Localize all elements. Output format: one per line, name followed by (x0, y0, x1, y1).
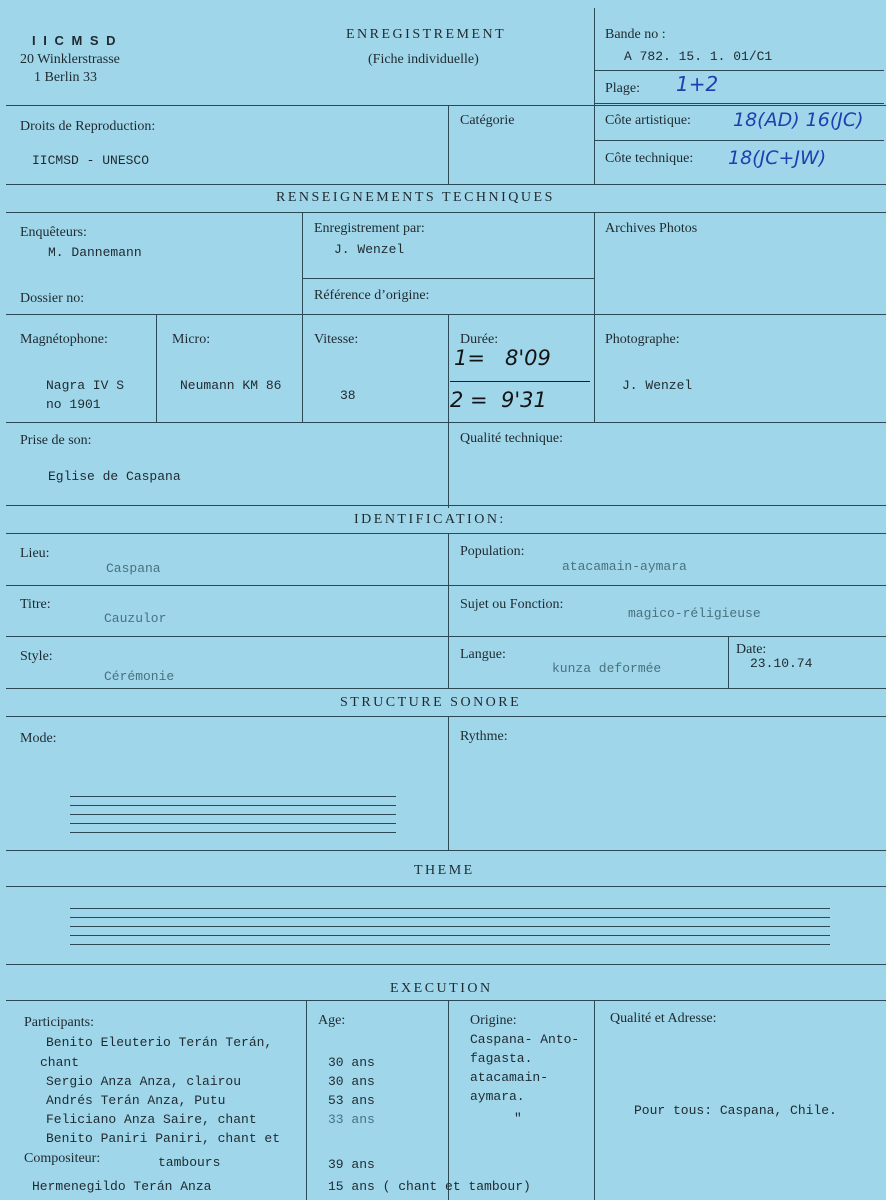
duree-1: 1= 8'09 (454, 346, 551, 370)
rythme-label: Rythme: (460, 729, 508, 744)
staff-line (70, 805, 396, 806)
photographe-value: J. Wenzel (622, 378, 693, 393)
date-label: Date: (736, 642, 767, 657)
rule (6, 850, 886, 851)
org-name: I I C M S D (32, 33, 118, 48)
duree-divider (450, 381, 590, 382)
rule (594, 8, 595, 106)
vitesse-label: Vitesse: (314, 332, 359, 347)
micro-label: Micro: (172, 332, 211, 347)
participant-line: chant (40, 1055, 80, 1070)
categorie-label: Catégorie (460, 113, 515, 128)
rule (594, 140, 884, 141)
participant-line: Andrés Terán Anza, Putu (46, 1093, 226, 1108)
origine-line: aymara. (470, 1089, 525, 1104)
rule (302, 314, 303, 422)
staff-line (70, 944, 830, 945)
titre-label: Titre: (20, 597, 51, 612)
form-title: ENREGISTREMENT (346, 27, 507, 42)
rule (6, 1000, 886, 1001)
staff-line (70, 926, 830, 927)
execution-section-title: EXECUTION (390, 981, 493, 996)
rule (302, 278, 594, 279)
age-label: Age: (318, 1013, 346, 1028)
participant-line: tambours (158, 1155, 221, 1170)
theme-section-title: THEME (414, 863, 475, 878)
staff-line (70, 908, 830, 909)
rule (306, 1000, 307, 1200)
rule (448, 314, 449, 508)
magnetophone-serial: no 1901 (46, 397, 101, 412)
rule (728, 636, 729, 688)
origine-line: fagasta. (470, 1051, 533, 1066)
magnetophone-value: Nagra IV S (46, 378, 125, 393)
style-label: Style: (20, 649, 53, 664)
population-label: Population: (460, 544, 525, 559)
age-value: 33 ans (328, 1112, 375, 1127)
langue-value: kunza deformée (552, 661, 662, 676)
rule (594, 1000, 595, 1200)
cote-technique-value: 18(JC+JW) (728, 147, 827, 169)
cote-technique-label: Côte technique: (605, 151, 694, 166)
date-value: 23.10.74 (750, 656, 813, 671)
population-value: atacamain-aymara (562, 559, 687, 574)
age-value: 30 ans (328, 1074, 375, 1089)
staff-line (70, 814, 396, 815)
cote-artistique-value: 18(AD) 16(JC) (733, 109, 864, 131)
rule (6, 422, 886, 423)
bande-value: A 782. 15. 1. 01/C1 (624, 49, 773, 64)
structure-section-title: STRUCTURE SONORE (340, 695, 522, 710)
bande-label: Bande no : (605, 27, 666, 42)
adresse-value: Pour tous: Caspana, Chile. (634, 1103, 837, 1118)
origine-line: Caspana- Anto- (470, 1032, 580, 1047)
rule (448, 716, 449, 850)
rule (594, 70, 884, 71)
rule (448, 105, 449, 185)
org-street: 20 Winklerstrasse (20, 52, 120, 67)
plage-value: 1+2 (676, 72, 719, 96)
enregistrement-par-label: Enregistrement par: (314, 221, 425, 236)
sujet-value: magico-réligieuse (628, 606, 761, 621)
rule (156, 314, 157, 422)
age-value: 53 ans (328, 1093, 375, 1108)
participant-line: Feliciano Anza Saire, chant (46, 1112, 257, 1127)
rule (6, 636, 886, 637)
rule (6, 964, 886, 965)
rule (6, 184, 886, 185)
age-value: 30 ans (328, 1055, 375, 1070)
rule (594, 103, 884, 104)
rule (6, 585, 886, 586)
enqueteurs-label: Enquêteurs: (20, 225, 87, 240)
qualite-adresse-label: Qualité et Adresse: (610, 1011, 717, 1026)
titre-value: Cauzulor (104, 611, 167, 626)
rule (448, 533, 449, 688)
staff-line (70, 832, 396, 833)
participants-label: Participants: (24, 1015, 94, 1030)
lieu-label: Lieu: (20, 546, 50, 561)
magnetophone-label: Magnétophone: (20, 332, 108, 347)
staff-line (70, 917, 830, 918)
rule (6, 886, 886, 887)
archives-photos-label: Archives Photos (605, 221, 698, 236)
technical-section-title: RENSEIGNEMENTS TECHNIQUES (276, 190, 555, 205)
age-value: 15 ans ( chant et tambour) (328, 1179, 531, 1194)
rule (594, 212, 595, 422)
vitesse-value: 38 (340, 388, 356, 403)
cote-artistique-label: Côte artistique: (605, 113, 691, 128)
origine-label: Origine: (470, 1013, 517, 1028)
mode-label: Mode: (20, 731, 57, 746)
sujet-label: Sujet ou Fonction: (460, 597, 564, 612)
duree-2: 2 = 9'31 (450, 388, 547, 412)
rule (6, 212, 886, 213)
enregistrement-par-value: J. Wenzel (334, 242, 405, 257)
age-value: 39 ans (328, 1157, 375, 1172)
participant-line: Hermenegildo Terán Anza (32, 1179, 212, 1194)
rule (594, 105, 595, 185)
micro-value: Neumann KM 86 (180, 378, 282, 393)
identification-section-title: IDENTIFICATION: (354, 512, 506, 527)
lieu-value: Caspana (106, 561, 161, 576)
style-value: Cérémonie (104, 669, 175, 684)
photographe-label: Photographe: (605, 332, 680, 347)
rule (6, 314, 886, 315)
qualite-technique-label: Qualité technique: (460, 431, 564, 446)
duree-label: Durée: (460, 332, 499, 347)
rule (6, 105, 886, 106)
origine-line: atacamain- (470, 1070, 549, 1085)
staff-line (70, 796, 396, 797)
staff-line (70, 935, 830, 936)
droits-label: Droits de Reproduction: (20, 119, 156, 134)
form-subtitle: (Fiche individuelle) (368, 52, 479, 67)
rule (448, 1000, 449, 1200)
langue-label: Langue: (460, 647, 506, 662)
rule (6, 688, 886, 689)
droits-value: IICMSD - UNESCO (32, 153, 150, 168)
enqueteurs-value: M. Dannemann (48, 245, 142, 260)
rule (6, 505, 886, 506)
origine-line: " (514, 1111, 522, 1126)
staff-line (70, 823, 396, 824)
rule (6, 533, 886, 534)
participant-line: Benito Paniri Paniri, chant et (46, 1131, 281, 1146)
reference-label: Référence d’origine: (314, 288, 430, 303)
rule (302, 212, 303, 314)
participant-line: Benito Eleuterio Terán Terán, (46, 1035, 273, 1050)
rule (6, 716, 886, 717)
prise-value: Eglise de Caspana (48, 469, 181, 484)
compositeur-label: Compositeur: (24, 1151, 101, 1166)
org-city: 1 Berlin 33 (34, 70, 97, 85)
plage-label: Plage: (605, 81, 640, 96)
prise-label: Prise de son: (20, 433, 92, 448)
dossier-label: Dossier no: (20, 291, 85, 306)
participant-line: Sergio Anza Anza, clairou (46, 1074, 242, 1089)
